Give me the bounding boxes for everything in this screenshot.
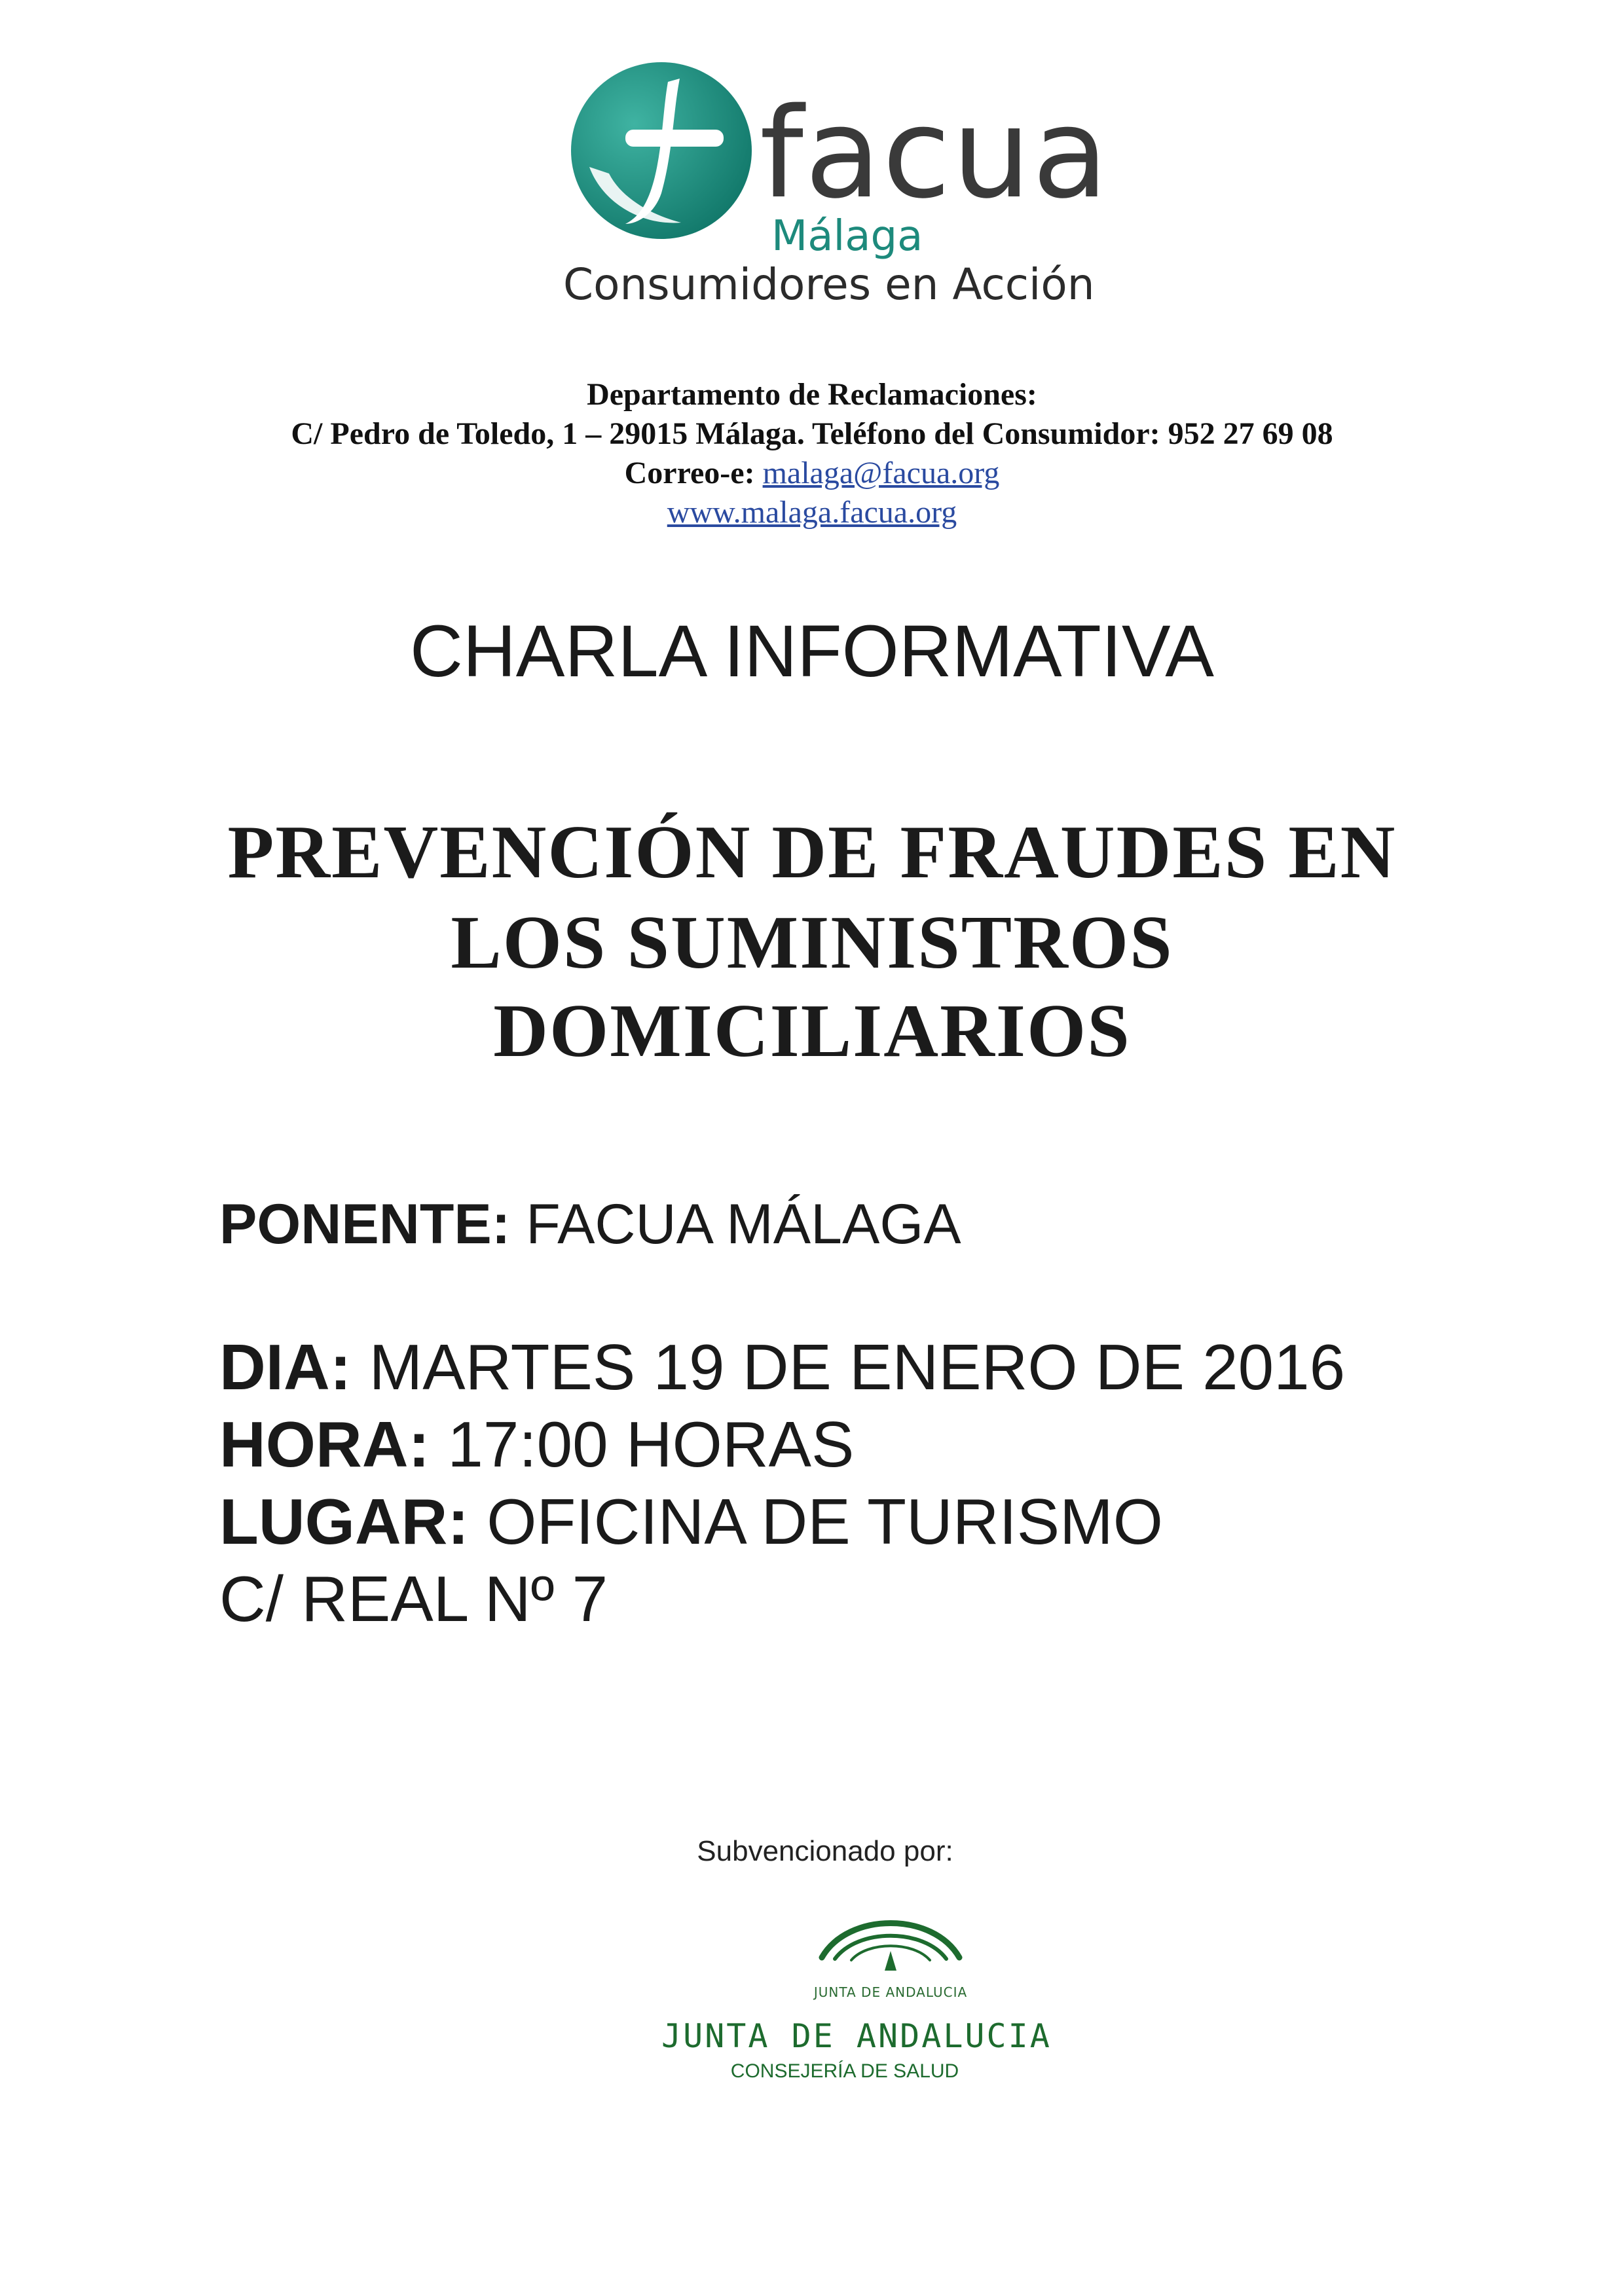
speaker-value: FACUA MÁLAGA: [526, 1193, 961, 1256]
time-value: 17:00 HORAS: [447, 1408, 855, 1480]
date-value: MARTES 19 DE ENERO DE 2016: [369, 1331, 1346, 1403]
date-line: [219, 1329, 1345, 1405]
address-line: C/ Pedro de Toledo, 1 – 29015 Málaga. Teléfono del Consumidor: 952 27 69 08: [291, 416, 1333, 451]
time-label: HORA:: [219, 1408, 430, 1480]
facua-tagline: Consumidores en Acción: [563, 259, 1095, 310]
speaker-line: [219, 1192, 961, 1257]
address-value: C/ REAL Nº 7: [219, 1563, 608, 1635]
place-value: OFICINA DE TURISMO: [487, 1485, 1164, 1558]
event-title-line-3: DOMICILIARIOS: [493, 989, 1131, 1073]
email-line: [0, 454, 1624, 493]
department-label: Departamento de Reclamaciones:: [587, 377, 1037, 412]
event-title-line-2: LOS SUMINISTROS: [451, 901, 1173, 985]
website-link[interactable]: www.malaga.facua.org: [667, 495, 957, 530]
facua-city: Málaga: [771, 212, 923, 261]
place-line: [219, 1484, 1163, 1559]
email-link[interactable]: malaga@facua.org: [762, 456, 1000, 490]
website-line: [0, 493, 1624, 532]
event-heading: CHARLA INFORMATIVA: [409, 610, 1214, 692]
speaker-label: PONENTE:: [219, 1193, 511, 1256]
junta-name: JUNTA DE ANDALUCIA: [661, 2017, 1052, 2055]
subsidy-label: Subvencionado por:: [697, 1835, 953, 1867]
facua-logo: [563, 52, 1110, 314]
place-label: LUGAR:: [219, 1485, 470, 1558]
email-label: Correo-e:: [624, 456, 755, 490]
facua-wordmark: facua: [760, 81, 1110, 226]
time-line: [219, 1406, 854, 1482]
facua-logo-mark-icon: [563, 52, 760, 249]
junta-department: CONSEJERÍA DE SALUD: [730, 2060, 959, 2082]
junta-emblem-icon: [815, 1905, 966, 1977]
date-label: DIA:: [219, 1331, 352, 1403]
event-title-line-1: PREVENCIÓN DE FRAUDES EN: [227, 811, 1397, 894]
junta-emblem-caption: JUNTA DE ANDALUCIA: [813, 1984, 968, 2000]
